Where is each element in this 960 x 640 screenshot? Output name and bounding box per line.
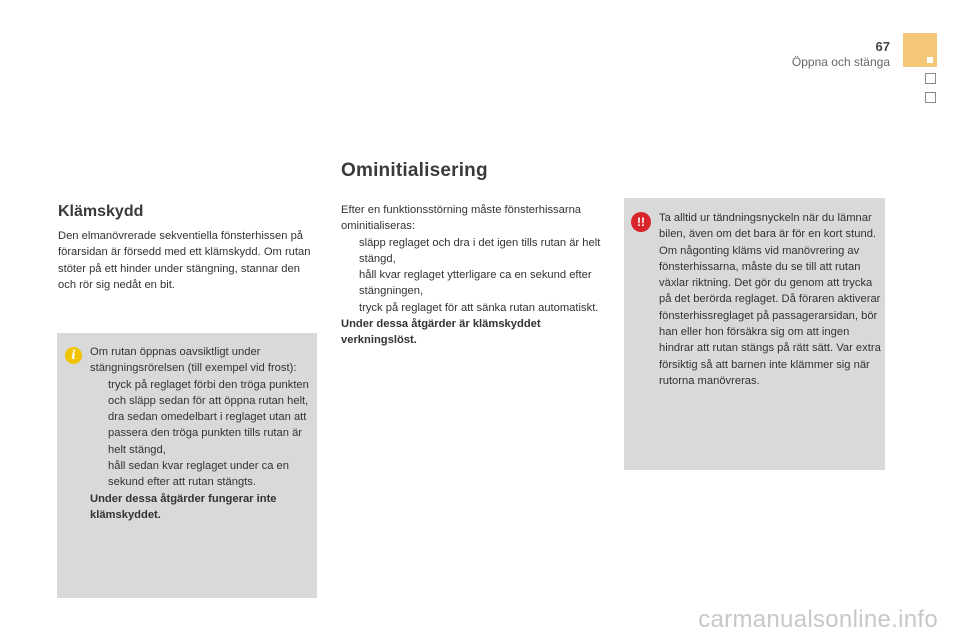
section-label: Öppna och stänga <box>791 55 890 69</box>
chapter-tab-icon <box>903 33 937 67</box>
tab-dot <box>927 57 933 63</box>
section-title: Ominitialisering <box>341 160 488 181</box>
klamskydd-text <box>58 228 316 293</box>
watermark: carmanualsonline.info <box>698 606 938 633</box>
subsection-title-klamskydd: Klämskydd <box>58 203 144 220</box>
list-item: släpp reglaget och dra i det igen tills rutan är helt stängd, <box>359 236 601 265</box>
nav-square-2 <box>925 92 936 103</box>
warning-icon: !! <box>631 212 651 232</box>
info-bullet-list <box>90 377 312 491</box>
page-number: 67 <box>875 39 890 54</box>
info-box <box>57 333 317 598</box>
list-item: tryck på reglaget för att sänka rutan automatiskt. <box>359 301 599 314</box>
reinit-intro: Efter en funktionsstörning måste fönsterhissarna ominitialiseras: <box>341 204 582 233</box>
list-item: tryck på reglaget förbi den tröga punkten och släpp sedan för att öppna rutan helt, <box>108 378 309 407</box>
warning-text: Ta alltid ur tändningsnyckeln när du lämnar bilen, även om det bara är för en kort stund. Om någonting kläms vid manövrering av fönsterhissarna, måste du se till att rutan växlar riktning. Det gör du genom att trycka på det berörda reglaget. Då föraren aktiverar fönsterhissreglaget på passagerarsidan, bör han eller hon försäkra sig om att ingen hindrar att rutan stängs på rätt sätt. Var extra försiktig så att barnen inte klämmer sig när rutorna manövreras. <box>659 212 881 387</box>
nav-square-1 <box>925 73 936 84</box>
list-item: håll sedan kvar reglaget under ca en sekund efter att rutan stängts. <box>108 460 289 489</box>
info-intro: Om rutan öppnas oavsiktligt under stängningsrörelsen (till exempel vid frost): <box>90 346 297 375</box>
reinit-text <box>341 202 603 349</box>
warning-box-content <box>659 210 881 389</box>
list-item: håll kvar reglaget ytterligare ca en sekund efter stängningen, <box>359 269 592 298</box>
list-item: dra sedan omedelbart i reglaget utan att passera den tröga punkten tills rutan är helt stängd, <box>108 411 307 456</box>
info-note: Under dessa åtgärder fungerar inte klämskyddet. <box>90 492 277 521</box>
info-icon: i <box>65 347 82 364</box>
reinit-note: Under dessa åtgärder är klämskyddet verkningslöst. <box>341 318 541 347</box>
info-box-content <box>90 344 312 523</box>
reinit-bullet-list <box>341 235 603 316</box>
klamskydd-paragraph: Den elmanövrerade sekventiella fönsterhissen på förarsidan är försedd med ett klämskydd. Om rutan stöter på ett hinder under stängning, stannar den och rör sig nedåt en bit. <box>58 230 311 291</box>
warning-box <box>624 198 885 470</box>
